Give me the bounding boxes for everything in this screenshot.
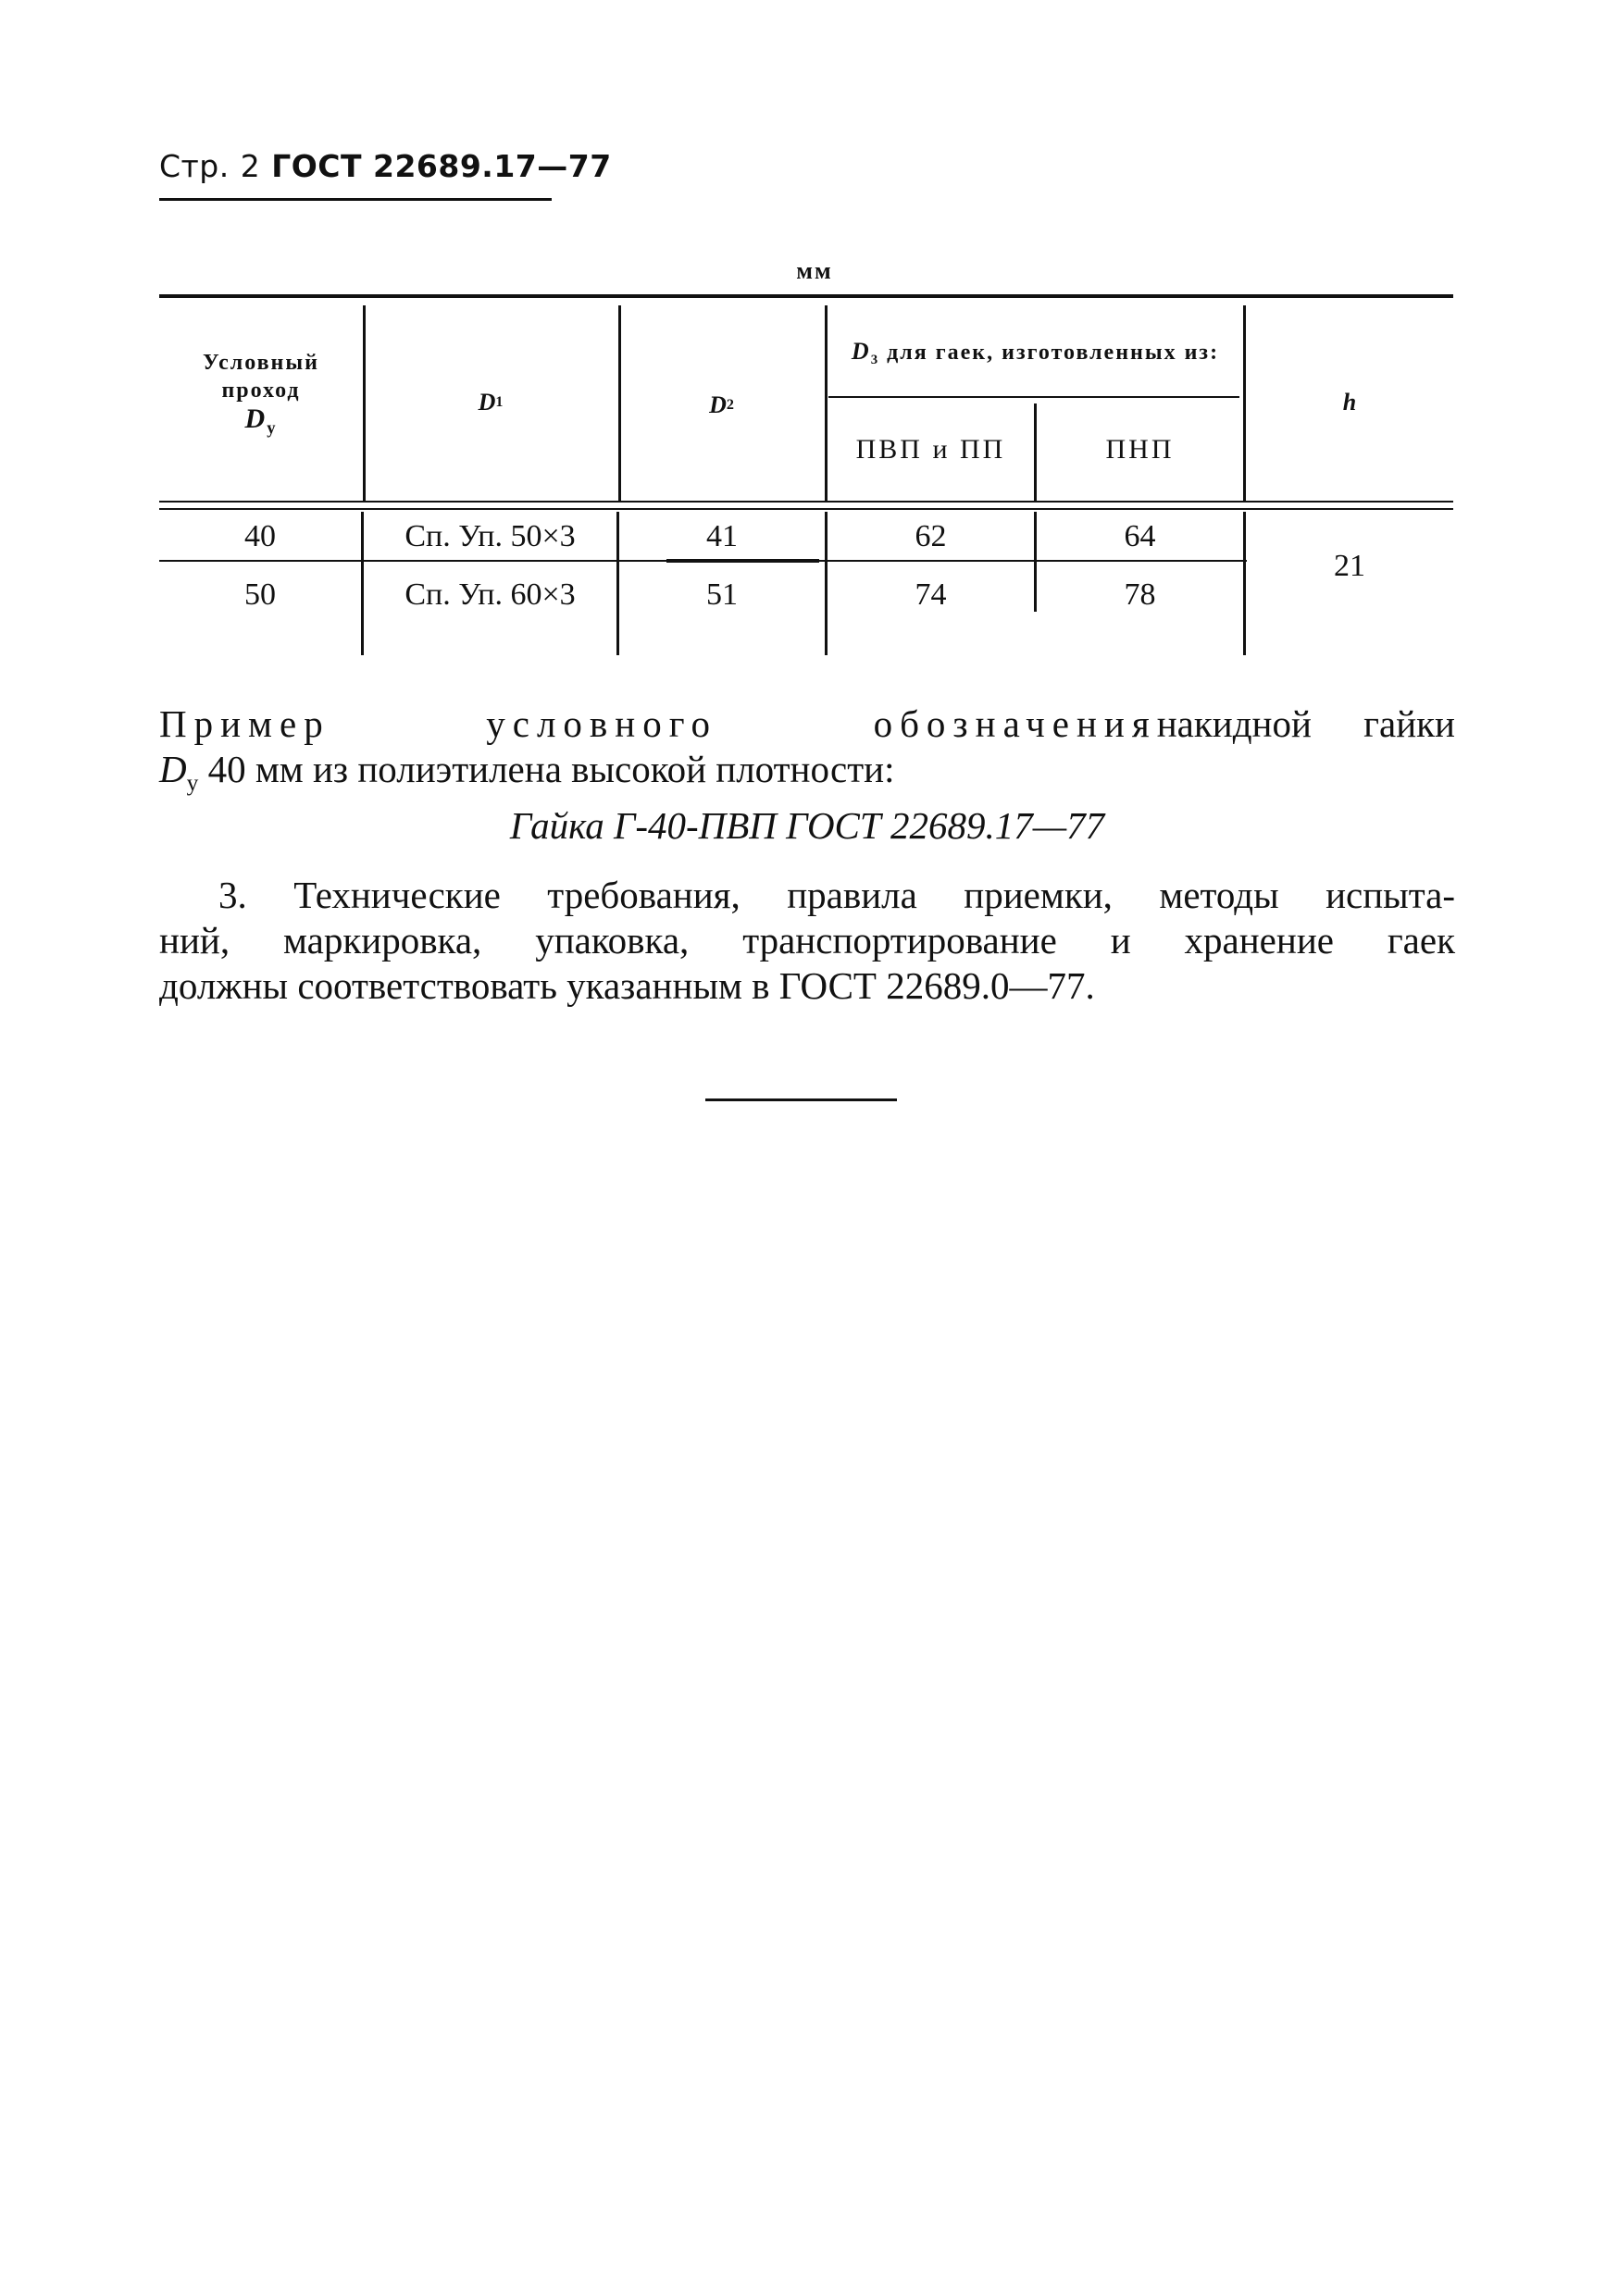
row-1-d3-pvp: 62: [915, 519, 947, 554]
d3-label: для гаек, изготовленных из:: [887, 341, 1220, 366]
d3-subscript: 3: [870, 353, 880, 368]
dy-subscript: y: [267, 418, 278, 439]
standard-number: ГОСТ 22689.17—77: [271, 148, 612, 184]
example-lead-rest-text: накидной гайки: [1156, 702, 1455, 745]
table-top-rule: [159, 294, 1453, 298]
example-line-2-text: 40 мм из полиэтилена высокой плотности:: [207, 748, 895, 790]
d2-symbol: D: [709, 391, 727, 419]
row-1-dy: 40: [244, 519, 276, 554]
section-3-paragraph: [159, 873, 1455, 1009]
example-line-2: [159, 747, 1455, 806]
example-line-1: [159, 701, 1455, 747]
col-header-d2: [618, 373, 825, 438]
dy-symbol: D: [244, 403, 268, 434]
col-header-dy-label: Условный проход: [203, 350, 319, 403]
section-3-line-1: 3. Технические требования, правила приемки, методы испыта-: [218, 874, 1455, 916]
d3-symbol: D: [851, 338, 871, 366]
col-header-dy: [159, 342, 363, 444]
example-paragraph: [159, 701, 1455, 806]
example-lead-spaced: Пример условного обозначения: [159, 702, 1157, 745]
header-bottom-rule-1: [159, 501, 1453, 503]
d3-pnp-label: ПНП: [1105, 434, 1175, 465]
col-header-dy-symbol: [245, 404, 278, 438]
d3-header-text: [832, 339, 1239, 373]
row-2-d3-pnp: 78: [1124, 577, 1156, 613]
example-dy-subscript: y: [186, 769, 199, 796]
d1-symbol: D: [478, 389, 496, 416]
page-number: 2: [240, 148, 261, 184]
row-2-d1: Сп. Уп. 60×3: [404, 577, 576, 613]
d3-group-rule: [828, 396, 1239, 398]
example-dy-symbol: [159, 748, 199, 796]
col-header-h: [1246, 370, 1453, 435]
d2-subscript: 2: [726, 396, 734, 413]
designation-example: Гайка Г-40-ПВП ГОСТ 22689.17—77: [509, 804, 1105, 847]
section-3-line-3: должны соответствовать указанным в ГОСТ 22689.0—77.: [159, 964, 1095, 1007]
row-2-dy: 50: [244, 577, 276, 613]
row-1-d3-pnp: 64: [1124, 519, 1156, 554]
row-1-d2: 41: [706, 519, 738, 554]
col-header-d1: [363, 370, 618, 435]
row-2-d3-pvp: 74: [915, 577, 947, 613]
header-rule: [159, 198, 552, 201]
h-value: 21: [1334, 549, 1365, 584]
col-header-d3: [828, 319, 1243, 393]
d1-subscript: 1: [495, 393, 504, 410]
col-header-d3-pvp: [828, 416, 1034, 483]
end-rule: [705, 1098, 897, 1101]
example-lead-rest: [1157, 701, 1455, 747]
page-label: Стр.: [159, 148, 230, 184]
row-1-d1: Сп. Уп. 50×3: [404, 519, 576, 554]
example-dy-letter: D: [159, 748, 187, 790]
table-units: мм: [796, 257, 833, 284]
page-header: [159, 148, 612, 184]
d2-row-accent: [666, 559, 819, 563]
h-symbol: h: [1342, 389, 1357, 416]
row-2-d2: 51: [706, 577, 738, 613]
section-3-line-2: ний, маркировка, упаковка, транспортирование и хранение гаек: [159, 919, 1455, 962]
header-bottom-rule-2: [159, 508, 1453, 510]
col-header-d3-pnp: [1037, 416, 1243, 483]
d3-pvp-label: ПВП и ПП: [855, 434, 1006, 465]
